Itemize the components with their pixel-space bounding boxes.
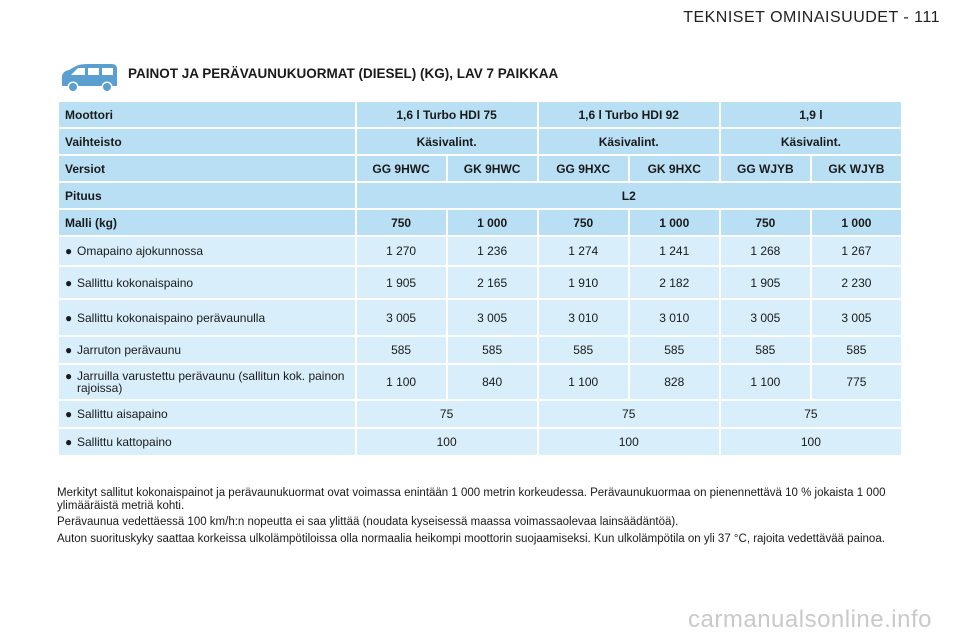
model-cell: 1 000: [448, 210, 537, 235]
motor-cell: 1,6 l Turbo HDI 92: [539, 102, 719, 127]
section-title: PAINOT JA PERÄVAUNUKUORMAT (DIESEL) (KG), LAV 7 PAIKKAA: [128, 66, 559, 81]
model-cell: 750: [539, 210, 628, 235]
value-cell: 1 910: [539, 267, 628, 298]
versions-row: [59, 156, 901, 181]
value-cell: 100: [539, 429, 719, 455]
version-cell: GK 9HXC: [630, 156, 719, 181]
motor-row: [59, 102, 901, 127]
bullet: ●: [65, 275, 73, 290]
value-cell: 3 010: [630, 300, 719, 335]
bullet: ●: [65, 435, 73, 449]
value-cell: 3 005: [357, 300, 446, 335]
watermark: carmanualsonline.info: [688, 606, 932, 633]
value-cell: 585: [630, 337, 719, 363]
table-row: [59, 267, 901, 298]
model-cell: 1 000: [630, 210, 719, 235]
value-cell: 2 230: [812, 267, 901, 298]
bullet: ●: [65, 244, 73, 258]
page-header: TEKNISET OMINAISUUDET - 111: [683, 9, 940, 26]
value-cell: 3 005: [721, 300, 810, 335]
value-cell: 1 241: [630, 237, 719, 265]
value-cell: 1 236: [448, 237, 537, 265]
value-cell: 775: [812, 365, 901, 399]
bullet: ●: [65, 369, 73, 383]
table-row: [59, 365, 901, 399]
motor-cell: 1,9 l: [721, 102, 901, 127]
value-cell: 2 182: [630, 267, 719, 298]
row-label: Pituus: [59, 183, 355, 208]
value-cell: 585: [448, 337, 537, 363]
value-cell: 3 005: [448, 300, 537, 335]
model-row: [59, 210, 901, 235]
table-row: [59, 429, 901, 455]
gearbox-cell: Käsivalint.: [357, 129, 537, 154]
value-cell: 840: [448, 365, 537, 399]
bullet: ●: [65, 310, 73, 325]
bullet: ●: [65, 407, 73, 421]
row-label-text: Jarruton perävaunu: [77, 343, 182, 357]
row-label-text: Sallittu kokonaispaino: [77, 275, 194, 290]
value-cell: 1 100: [357, 365, 446, 399]
length-row: [59, 183, 901, 208]
footer-notes: [57, 487, 907, 549]
version-cell: GK WJYB: [812, 156, 901, 181]
row-label-text: Jarruilla varustettu perävaunu (sallitun kok. painon rajoissa): [77, 369, 345, 395]
row-label-text: Omapaino ajokunnossa: [77, 244, 204, 258]
note-paragraph: Perävaunua vedettäessä 100 km/h:n nopeutta ei saa ylittää (noudata kyseisessä maassa voimassaolevaa lainsäädäntöä).: [57, 516, 679, 528]
table-row: [59, 401, 901, 427]
model-cell: 750: [721, 210, 810, 235]
value-cell: 1 100: [539, 365, 628, 399]
note-paragraph: Merkityt sallitut kokonaispainot ja perävaunukuormat ovat voimassa enintään 1 000 metrin korkeudessa. Perävaunukuormaa on pienennettävä 10 % jokaista 1 000 ylimääräistä metriä kohti.: [57, 487, 886, 512]
gearbox-cell: Käsivalint.: [721, 129, 901, 154]
row-label: [59, 267, 355, 298]
value-cell: 1 267: [812, 237, 901, 265]
value-cell: 585: [812, 337, 901, 363]
table-row: [59, 300, 901, 335]
motor-cell: 1,6 l Turbo HDI 75: [357, 102, 537, 127]
version-cell: GG 9HWC: [357, 156, 446, 181]
table-row: [59, 337, 901, 363]
length-cell: L2: [357, 183, 901, 208]
version-cell: GK 9HWC: [448, 156, 537, 181]
row-label: Malli (kg): [59, 210, 355, 235]
row-label: [59, 300, 355, 335]
value-cell: 1 100: [721, 365, 810, 399]
gearbox-cell: Käsivalint.: [539, 129, 719, 154]
row-label: [59, 401, 355, 427]
row-label: Vaihteisto: [59, 129, 355, 154]
value-cell: 585: [721, 337, 810, 363]
table-row: [59, 237, 901, 265]
row-label: [59, 429, 355, 455]
van-icon: [58, 62, 120, 96]
value-cell: 1 270: [357, 237, 446, 265]
value-cell: 100: [721, 429, 901, 455]
value-cell: 75: [539, 401, 719, 427]
model-cell: 1 000: [812, 210, 901, 235]
version-cell: GG WJYB: [721, 156, 810, 181]
value-cell: 100: [357, 429, 537, 455]
bullet: ●: [65, 343, 73, 357]
value-cell: 1 274: [539, 237, 628, 265]
row-label: Moottori: [59, 102, 355, 127]
weights-table: [57, 100, 903, 457]
value-cell: 585: [539, 337, 628, 363]
row-label-text: Sallittu kokonaispaino perävaunulla: [77, 310, 266, 325]
note-paragraph: Auton suorituskyky saattaa korkeissa ulkolämpötiloissa olla normaalia heikompi moottorin suojaamiseksi. Kun ulkolämpötila on yli 37 °C, rajoita vedettävää painoa.: [57, 532, 885, 545]
model-cell: 750: [357, 210, 446, 235]
value-cell: 75: [357, 401, 537, 427]
value-cell: 1 268: [721, 237, 810, 265]
value-cell: 1 905: [357, 267, 446, 298]
row-label: [59, 237, 355, 265]
row-label-text: Sallittu kattopaino: [77, 435, 172, 449]
value-cell: 585: [357, 337, 446, 363]
gearbox-row: [59, 129, 901, 154]
row-label: [59, 365, 355, 399]
row-label: Versiot: [59, 156, 355, 181]
value-cell: 2 165: [448, 267, 537, 298]
value-cell: 1 905: [721, 267, 810, 298]
value-cell: 3 005: [812, 300, 901, 335]
value-cell: 75: [721, 401, 901, 427]
version-cell: GG 9HXC: [539, 156, 628, 181]
value-cell: 3 010: [539, 300, 628, 335]
value-cell: 828: [630, 365, 719, 399]
row-label-text: Sallittu aisapaino: [77, 407, 168, 421]
row-label: [59, 337, 355, 363]
